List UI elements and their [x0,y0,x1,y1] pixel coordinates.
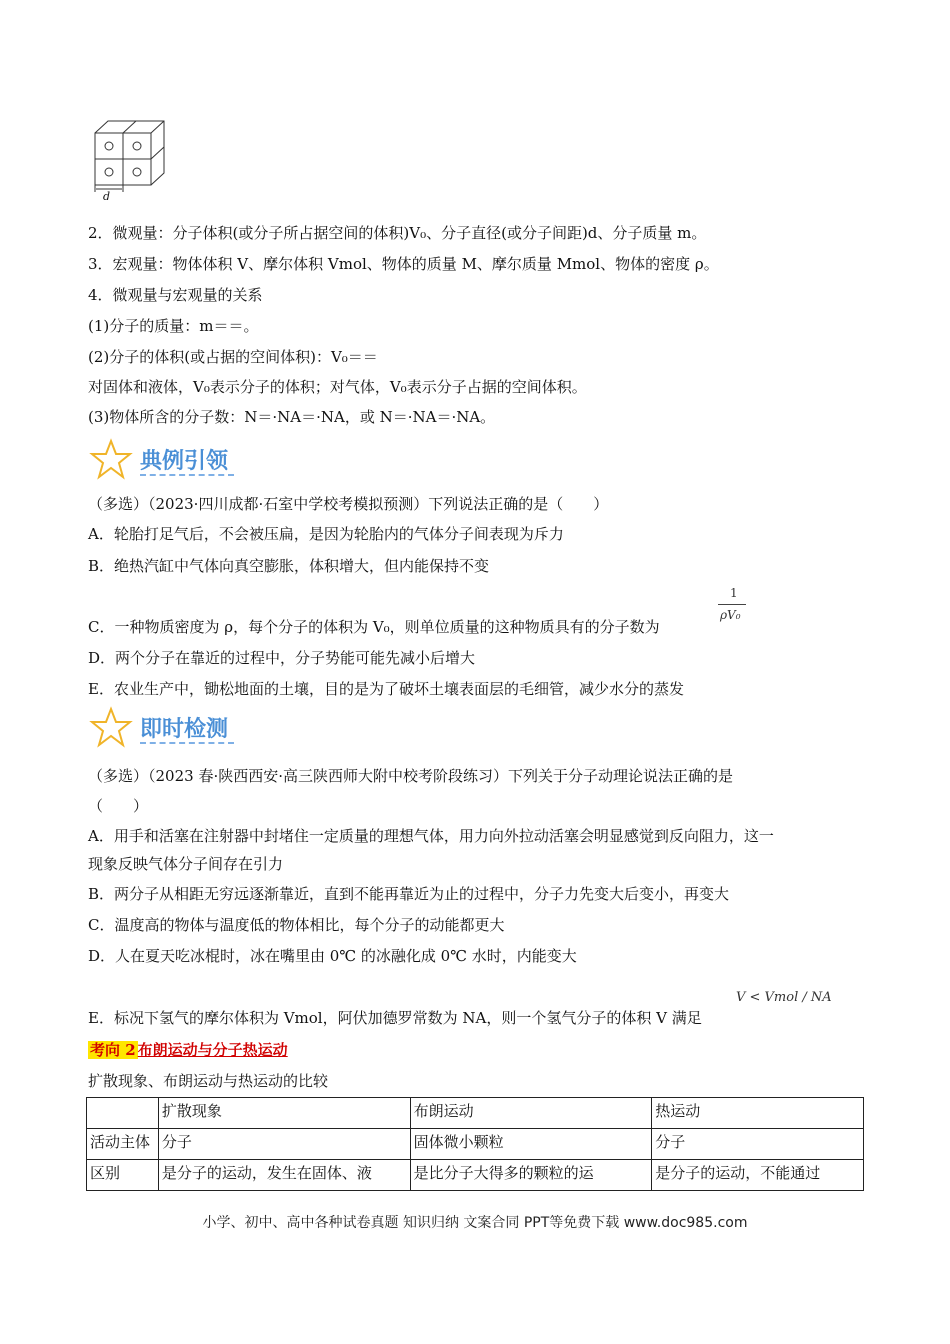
example-option-b: B．绝热汽缸中气体向真空膨胀，体积增大，但内能保持不变 [88,557,490,575]
text-line-8: (3)物体所含的分子数：N＝·NA＝·NA，或 N＝·NA＝·NA。 [88,408,496,426]
check-question-line1: （多选）（2023 春·陕西西安·高三陕西师大附中校考阶段练习）下列关于分子动理论说法正确的是 [88,767,733,785]
table-row [87,1129,864,1160]
example-option-c: C．一种物质密度为 ρ，每个分子的体积为 V₀，则单位质量的这种物质具有的分子数为 [88,618,660,636]
table-cell: 是比分子大得多的颗粒的运 [410,1160,652,1191]
text-line-2: 2．微观量：分子体积(或分子所占据空间的体积)V₀、分子直径(或分子间距)d、分子质量 m。 [88,224,707,242]
text-line-6: (2)分子的体积(或占据的空间体积)：V₀＝＝ [88,348,378,366]
fraction-bar [718,604,746,605]
example-option-e: E．农业生产中，锄松地面的土壤，目的是为了破坏土壤表面层的毛细管，减少水分的蒸发 [88,680,684,698]
heading-underline [140,474,234,476]
table-cell [87,1098,159,1129]
compare-intro: 扩散现象、布朗运动与热运动的比较 [88,1072,329,1090]
text-line-4: 4．微观量与宏观量的关系 [88,286,263,304]
check-option-c: C．温度高的物体与温度低的物体相比，每个分子的动能都更大 [88,916,505,934]
table-header-row [87,1098,864,1129]
text-line-3: 3．宏观量：物体体积 V、摩尔体积 Vmol、物体的质量 M、摩尔质量 Mmol、物体的密度 ρ。 [88,255,719,273]
formula-v-less-than-vmol-over-na: V < Vmol / NA [736,990,832,1005]
cube-lattice-figure [90,118,170,198]
text-line-7: 对固体和液体，V₀表示分子的体积；对气体，V₀表示分子占据的空间体积。 [88,378,587,396]
table-cell: 固体微小颗粒 [410,1129,652,1160]
table-cell: 是分子的运动，不能通过 [652,1160,864,1191]
table-row [87,1160,864,1191]
table-cell: 热运动 [652,1098,864,1129]
page-footer: 小学、初中、高中各种试卷真题 知识归纳 文案合同 PPT等免费下载 www.doc985.com [202,1215,748,1231]
example-heading-text: 典例引领 [140,449,229,474]
table-cell: 活动主体 [87,1129,159,1160]
fraction-numerator: 1 [730,586,738,600]
check-heading-text: 即时检测 [140,717,229,742]
check-option-d: D．人在夏天吃冰棍时，冰在嘴里由 0℃ 的冰融化成 0℃ 水时，内能变大 [88,947,577,965]
table-cell: 布朗运动 [410,1098,652,1129]
star-icon [88,438,134,480]
check-option-a-line1: A．用手和活塞在注射器中封堵住一定质量的理想气体，用力向外拉动活塞会明显感觉到反向阻力，这一 [88,827,774,845]
section-2-title [88,1039,288,1061]
star-icon [88,706,134,748]
table-cell: 分子 [652,1129,864,1160]
figure-label-d: d [103,190,111,203]
check-option-b: B．两分子从相距无穷远逐渐靠近，直到不能再靠近为止的过程中，分子力先变大后变小，再变大 [88,885,730,903]
check-option-e: E．标况下氢气的摩尔体积为 Vmol，阿伏加德罗常数为 NA，则一个氢气分子的体积 V 满足 [88,1009,702,1027]
table-cell: 扩散现象 [158,1098,410,1129]
text-line-5: (1)分子的质量：m＝＝。 [88,317,259,335]
heading-underline [140,742,234,744]
check-option-a-line2: 现象反映气体分子间存在引力 [88,855,284,873]
section-title: 布朗运动与分子热运动 [137,1041,288,1059]
check-question-line2: （ ） [88,797,149,815]
example-option-d: D．两个分子在靠近的过程中，分子势能可能先减小后增大 [88,649,476,667]
example-question: （多选）（2023·四川成都·石室中学校考模拟预测）下列说法正确的是（ ） [88,495,609,513]
table-cell: 分子 [158,1129,410,1160]
table-cell: 区别 [87,1160,159,1191]
fraction-denominator: ρV₀ [720,608,741,622]
table-cell: 是分子的运动，发生在固体、液 [158,1160,410,1191]
section-number: 考向 2 [90,1041,136,1059]
example-option-a: A．轮胎打足气后，不会被压扁，是因为轮胎内的气体分子间表现为斥力 [88,525,564,543]
comparison-table [86,1097,864,1191]
